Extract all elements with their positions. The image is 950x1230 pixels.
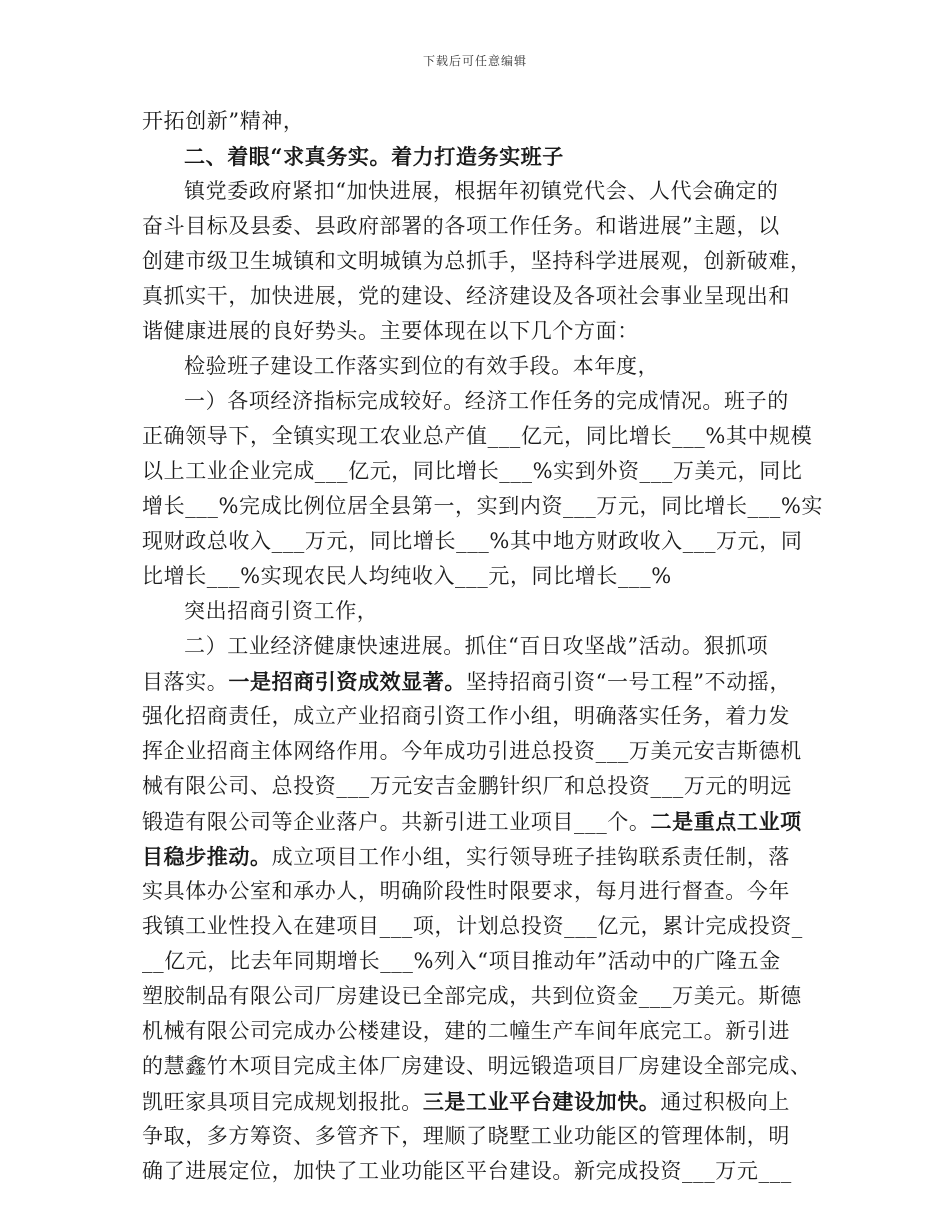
text-line: 挥企业招商主体网络作用。今年成功引进总投资___万美元安吉斯德机 bbox=[142, 739, 802, 763]
document-body bbox=[142, 104, 822, 1189]
text-line bbox=[142, 1084, 822, 1119]
text-line: 以上工业企业完成___亿元，同比增长___%实到外资___万美元，同比 bbox=[142, 459, 803, 483]
bold-run: 二是重点工业项 bbox=[650, 809, 802, 834]
page-header: 下载后可任意编辑 bbox=[422, 54, 527, 68]
text-run: 通过积极向上 bbox=[660, 1090, 791, 1114]
text-line: 确了进展定位，加快了工业功能区平台建设。新完成投资___万元___ bbox=[142, 1159, 792, 1183]
section-heading: 二、着眼“求真务实。着力打造务实班子 bbox=[184, 144, 564, 169]
text-line bbox=[142, 839, 822, 874]
text-line: 突出招商引资工作， bbox=[184, 599, 379, 623]
text-line: 塑胶制品有限公司厂房建设已全部完成，共到位资金___万美元。斯德 bbox=[142, 984, 802, 1008]
text-line: 械有限公司、总投资___万元安吉金鹏针织厂和总投资___万元的明远 bbox=[142, 774, 792, 798]
text-line: 正确领导下，全镇实现工农业总产值___亿元，同比增长___%其中规模 bbox=[142, 424, 813, 448]
text-line: 奋斗目标及县委、县政府部署的各项工作任务。和谐进展”主题，以 bbox=[142, 214, 780, 238]
text-line: 开拓创新”精神， bbox=[142, 109, 305, 133]
text-line: 机械有限公司完成办公楼建设，建的二幢生产车间年底完工。新引进 bbox=[142, 1019, 790, 1043]
text-line: 二）工业经济健康快速进展。抓住“百日攻坚战”活动。狠抓项 bbox=[184, 634, 769, 658]
text-line bbox=[142, 804, 822, 839]
text-line: 比增长___%实现农民人均纯收入___元，同比增长___% bbox=[142, 564, 672, 588]
text-line: 谐健康进展的良好势头。主要体现在以下几个方面： bbox=[142, 319, 639, 343]
text-line: 创建市级卫生城镇和文明城镇为总抓手，坚持科学进展观，创新破难， bbox=[142, 249, 812, 273]
text-run: 凯旺家具项目完成规划报批。 bbox=[142, 1090, 423, 1114]
text-line: 我镇工业性投入在建项目___项，计划总投资___亿元，累计完成投资_ bbox=[142, 914, 803, 938]
text-run: 坚持招商引资“一号工程”不动摇， bbox=[466, 670, 792, 694]
text-line bbox=[142, 664, 822, 699]
text-line: 强化招商责任，成立产业招商引资工作小组，明确落实任务，着力发 bbox=[142, 704, 790, 728]
text-line: 增长___%完成比例位居全县第一，实到内资___万元，同比增长___%实 bbox=[142, 494, 824, 518]
text-line: 争取，多方筹资、多管齐下，理顺了晓墅工业功能区的管理体制，明 bbox=[142, 1124, 790, 1148]
text-run: 锻造有限公司等企业落户。共新引进工业项目___个。 bbox=[142, 810, 651, 834]
text-line: 检验班子建设工作落实到位的有效手段。本年度， bbox=[184, 354, 660, 378]
text-line: 实具体办公室和承办人，明确阶段性时限要求，每月进行督查。今年 bbox=[142, 879, 790, 903]
bold-run: 三是工业平台建设加快。 bbox=[422, 1089, 661, 1114]
text-line: 现财政总收入___万元，同比增长___%其中地方财政收入___万元，同 bbox=[142, 529, 803, 553]
text-line: 真抓实干，加快进展，党的建设、经济建设及各项社会事业呈现出和 bbox=[142, 284, 790, 308]
text-line: 镇党委政府紧扣“加快进展，根据年初镇党代会、人代会确定的 bbox=[184, 179, 779, 203]
text-run: 成立项目工作小组，实行领导班子挂钩联系责任制，落 bbox=[271, 845, 791, 869]
text-line: 一）各项经济指标完成较好。经济工作任务的完成情况。班子的 bbox=[184, 389, 789, 413]
text-line: __亿元，比去年同期增长___%列入“项目推动年”活动中的广隆五金 bbox=[142, 949, 781, 973]
text-line: 的慧鑫竹木项目完成主体厂房建设、明远锻造项目厂房建设全部完成、 bbox=[142, 1054, 812, 1078]
text-run: 目落实。 bbox=[142, 670, 229, 694]
bold-run: 一是招商引资成效显著。 bbox=[228, 669, 467, 694]
bold-run: 目稳步推动。 bbox=[142, 844, 272, 869]
